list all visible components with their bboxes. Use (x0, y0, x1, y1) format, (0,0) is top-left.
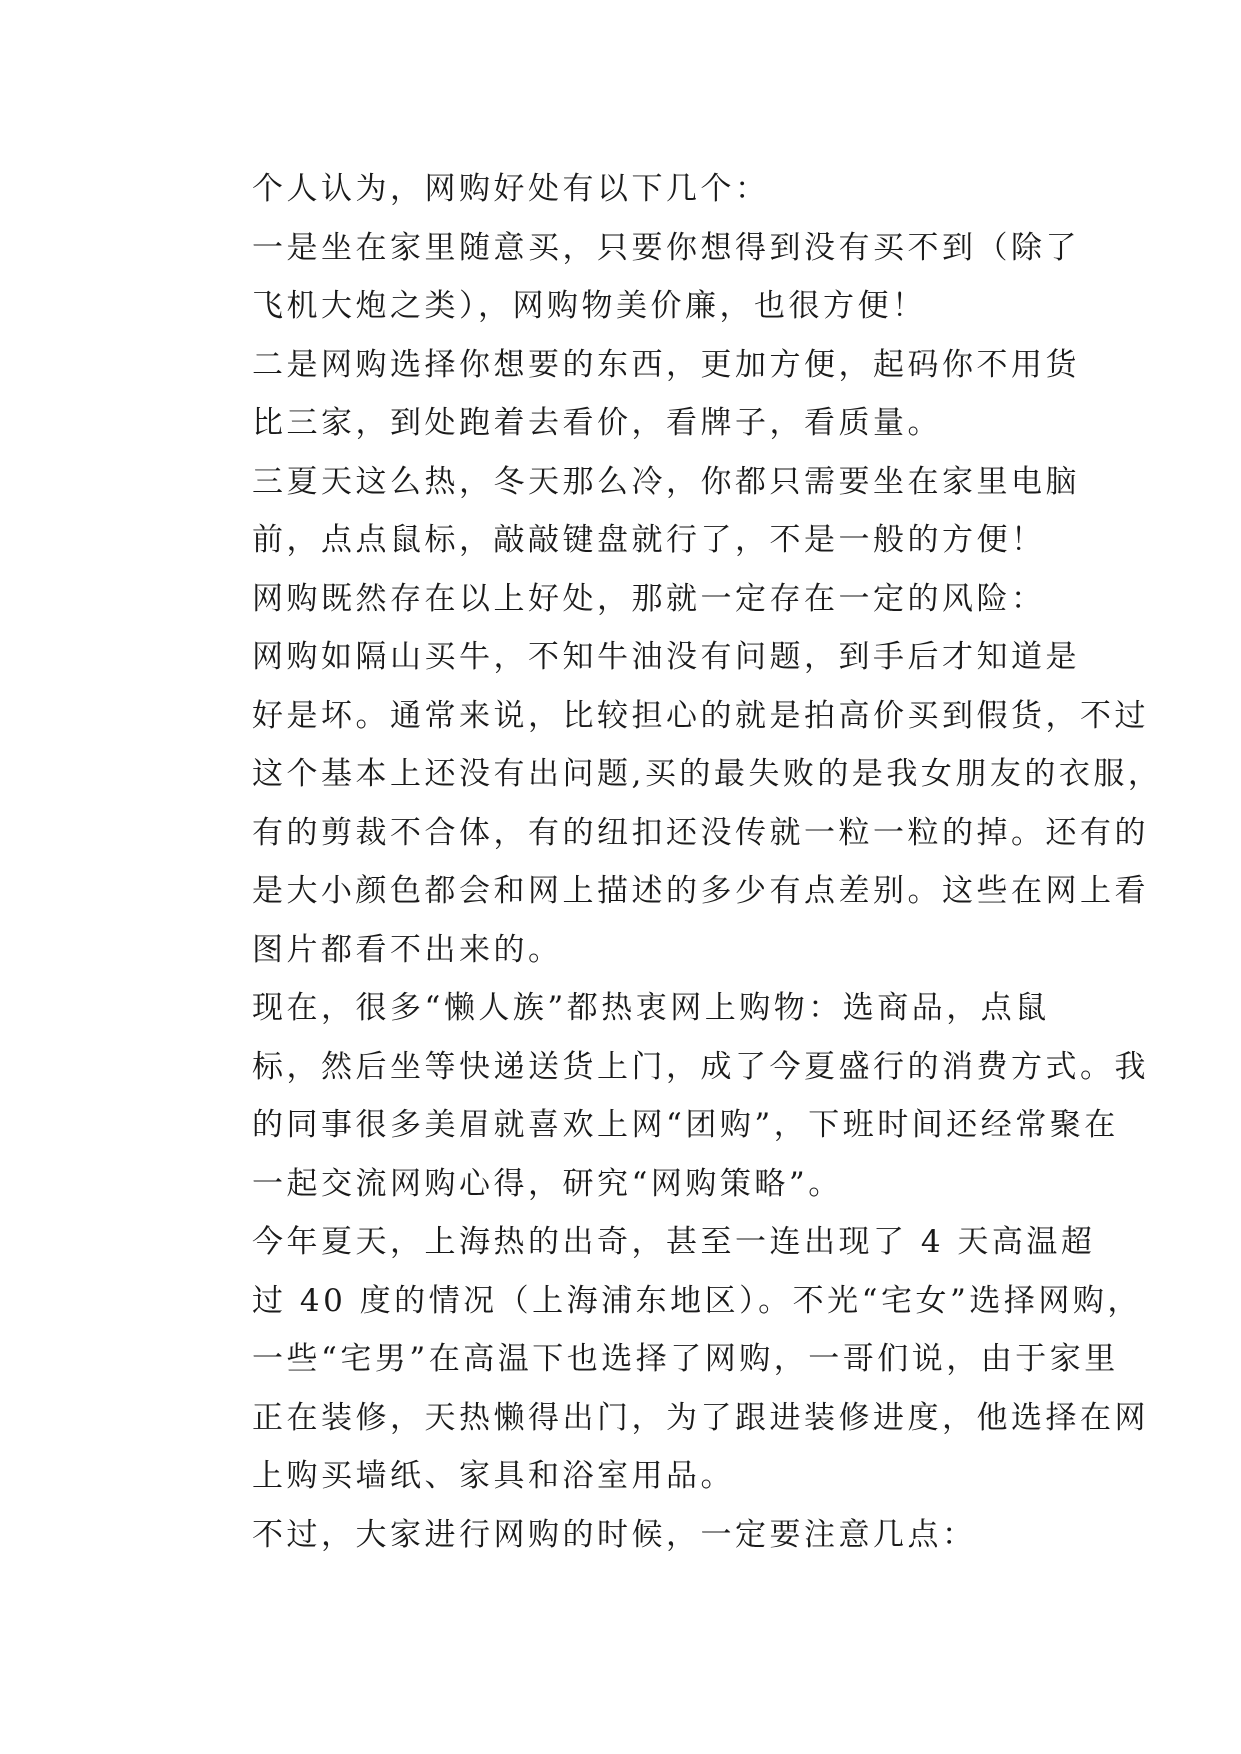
paragraph (190, 219, 1080, 336)
text-line: 的同事很多美眉就喜欢上网“团购”，下班时间还经常聚在 (252, 1107, 1119, 1143)
text-line: 比三家，到处跑着去看价，看牌子，看质量。 (252, 405, 942, 441)
paragraph (190, 1213, 1149, 1506)
text-line: 有的剪裁不合体，有的纽扣还没传就一粒一粒的掉。还有的 (252, 814, 1149, 851)
text-line: 一是坐在家里随意买，只要你想得到没有买不到（除了 (252, 229, 1080, 266)
text-line: 这个基本上还没有出问题,买的最失败的是我女朋友的衣服， (252, 756, 1163, 792)
text-line: 标，然后坐等快递送货上门，成了今夏盛行的消费方式。我 (252, 1048, 1149, 1085)
paragraph (190, 628, 1163, 979)
text-line: 过 40 度的情况（上海浦东地区）。不光“宅女”选择网购， (252, 1282, 1142, 1319)
text-line: 前，点点鼠标，敲敲键盘就行了，不是一般的方便！ (252, 522, 1046, 558)
text-line: 网购如隔山买牛，不知牛油没有问题，到手后才知道是 (252, 639, 1080, 675)
paragraph (190, 160, 1052, 219)
text-line: 今年夏天，上海热的出奇，甚至一连出现了 4 天高温超 (252, 1224, 1096, 1260)
text-line: 好是坏。通常来说，比较担心的就是拍高价买到假货，不过 (252, 697, 1149, 734)
paragraph (190, 1506, 1052, 1565)
paragraph (190, 979, 1149, 1213)
text-line: 个人认为，网购好处有以下几个： (252, 171, 770, 207)
text-line: 三夏天这么热，冬天那么冷，你都只需要坐在家里电脑 (252, 463, 1080, 500)
document-body (190, 160, 1163, 1564)
text-line: 网购既然存在以上好处，那就一定存在一定的风险： (252, 580, 1046, 617)
text-line: 正在装修，天热懒得出门，为了跟进装修进度，他选择在网 (252, 1399, 1149, 1436)
text-line: 飞机大炮之类），网购物美价廉，也很方便！ (252, 288, 927, 324)
text-line: 上购买墙纸、家具和浴室用品。 (252, 1458, 735, 1494)
text-line: 图片都看不出来的。 (252, 931, 563, 968)
text-line: 是大小颜色都会和网上描述的多少有点差别。这些在网上看 (252, 873, 1149, 909)
paragraph (190, 570, 1052, 629)
text-line: 一些“宅男”在高温下也选择了网购，一哥们说，由于家里 (252, 1341, 1119, 1377)
paragraph (190, 336, 1080, 453)
text-line: 二是网购选择你想要的东西，更加方便，起码你不用货 (252, 346, 1080, 383)
text-line: 不过，大家进行网购的时候，一定要注意几点： (252, 1516, 977, 1553)
paragraph (190, 453, 1080, 570)
text-line: 现在，很多“懒人族”都热衷网上购物：选商品，点鼠 (252, 990, 1050, 1026)
text-line: 一起交流网购心得，研究“网购策略”。 (252, 1165, 843, 1202)
